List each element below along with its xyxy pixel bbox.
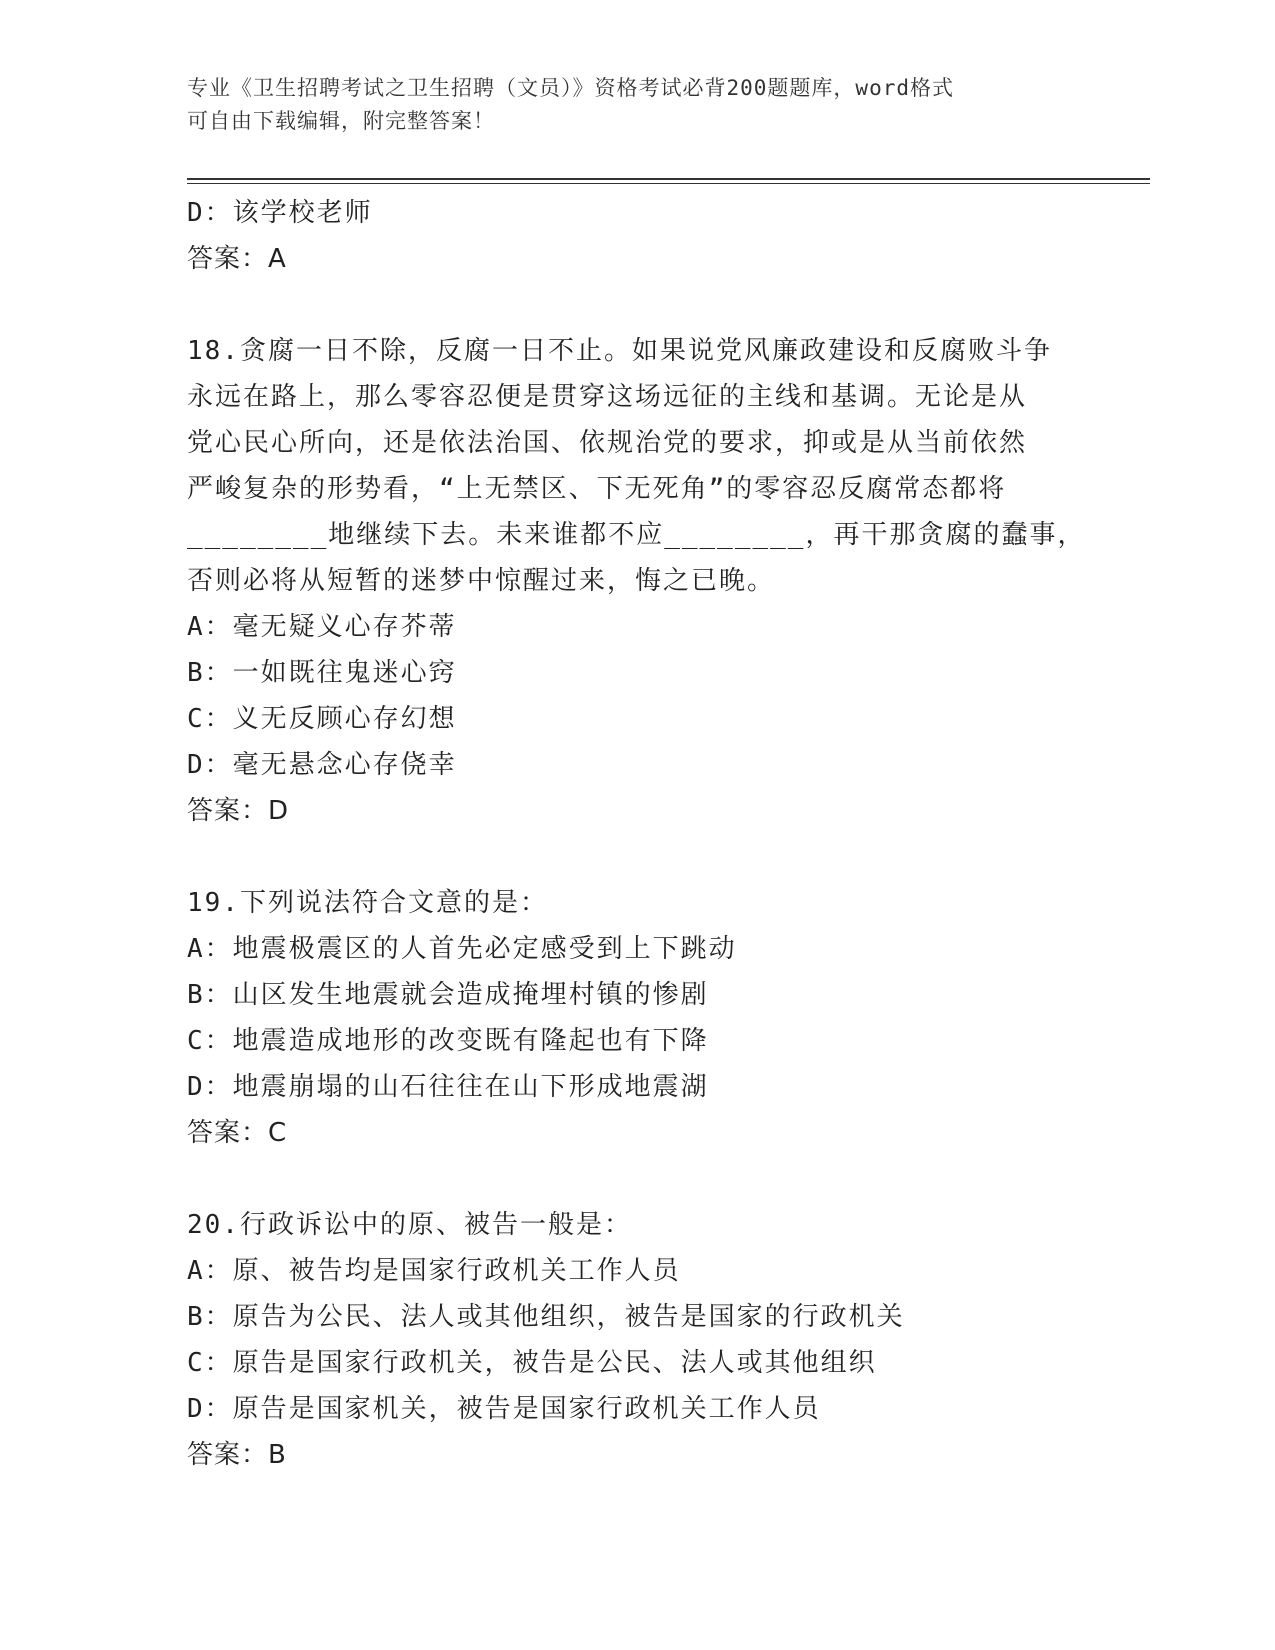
- question-19: [187, 880, 1087, 1156]
- header-divider-thin: [187, 183, 1150, 184]
- previous-question-tail: [187, 190, 1087, 282]
- option-b: B：一如既往鬼迷心窍: [187, 658, 457, 688]
- answer: 答案：C: [187, 1118, 288, 1148]
- option-d: D：原告是国家机关，被告是国家行政机关工作人员: [187, 1394, 821, 1424]
- option-d: D：地震崩塌的山石往往在山下形成地震湖: [187, 1072, 709, 1102]
- header-line-2: 可自由下载编辑，附完整答案！: [187, 109, 495, 133]
- spacer: [187, 1156, 1087, 1202]
- option-b: B：山区发生地震就会造成掩埋村镇的惨剧: [187, 980, 709, 1010]
- question-20: [187, 1202, 1087, 1478]
- question-stem: 20.行政诉讼中的原、被告一般是：: [187, 1210, 632, 1240]
- option-d: D：该学校老师: [187, 198, 373, 228]
- spacer: [187, 834, 1087, 880]
- document-body: [187, 190, 1087, 1478]
- option-c: C：地震造成地形的改变既有隆起也有下降: [187, 1026, 709, 1056]
- option-d: D：毫无悬念心存侥幸: [187, 750, 457, 780]
- option-a: A：原、被告均是国家行政机关工作人员: [187, 1256, 681, 1286]
- stem-line: 否则必将从短暂的迷梦中惊醒过来，悔之已晚。: [187, 566, 776, 596]
- option-c: C：原告是国家行政机关，被告是公民、法人或其他组织: [187, 1348, 877, 1378]
- document-header: [187, 72, 1067, 138]
- question-stem: 19.下列说法符合文意的是：: [187, 888, 548, 918]
- spacer: [187, 282, 1087, 328]
- stem-line: 严峻复杂的形势看，“上无禁区、下无死角”的零容忍反腐常态都将: [187, 474, 1007, 504]
- stem-line: 党心民心所向，还是依法治国、依规治党的要求，抑或是从当前依然: [187, 428, 1028, 458]
- header-line-1: 专业《卫生招聘考试之卫生招聘（文员）》资格考试必背200题题库，word格式: [187, 76, 954, 100]
- option-c: C：义无反顾心存幻想: [187, 704, 457, 734]
- answer: 答案：B: [187, 1440, 287, 1470]
- answer: 答案：D: [187, 796, 290, 826]
- stem-line: 永远在路上，那么零容忍便是贯穿这场远征的主线和基调。无论是从: [187, 382, 1028, 412]
- option-a: A：毫无疑义心存芥蒂: [187, 612, 457, 642]
- question-stem: [187, 328, 1087, 604]
- option-a: A：地震极震区的人首先必定感受到上下跳动: [187, 934, 737, 964]
- answer: 答案：A: [187, 244, 287, 274]
- question-18: [187, 328, 1087, 834]
- stem-line: ________地继续下去。未来谁都不应________，再干那贪腐的蠢事，: [187, 520, 1086, 550]
- option-b: B：原告为公民、法人或其他组织，被告是国家的行政机关: [187, 1302, 905, 1332]
- stem-line: 18.贪腐一日不除，反腐一日不止。如果说党风廉政建设和反腐败斗争: [187, 336, 1052, 366]
- header-divider-thick: [187, 178, 1150, 180]
